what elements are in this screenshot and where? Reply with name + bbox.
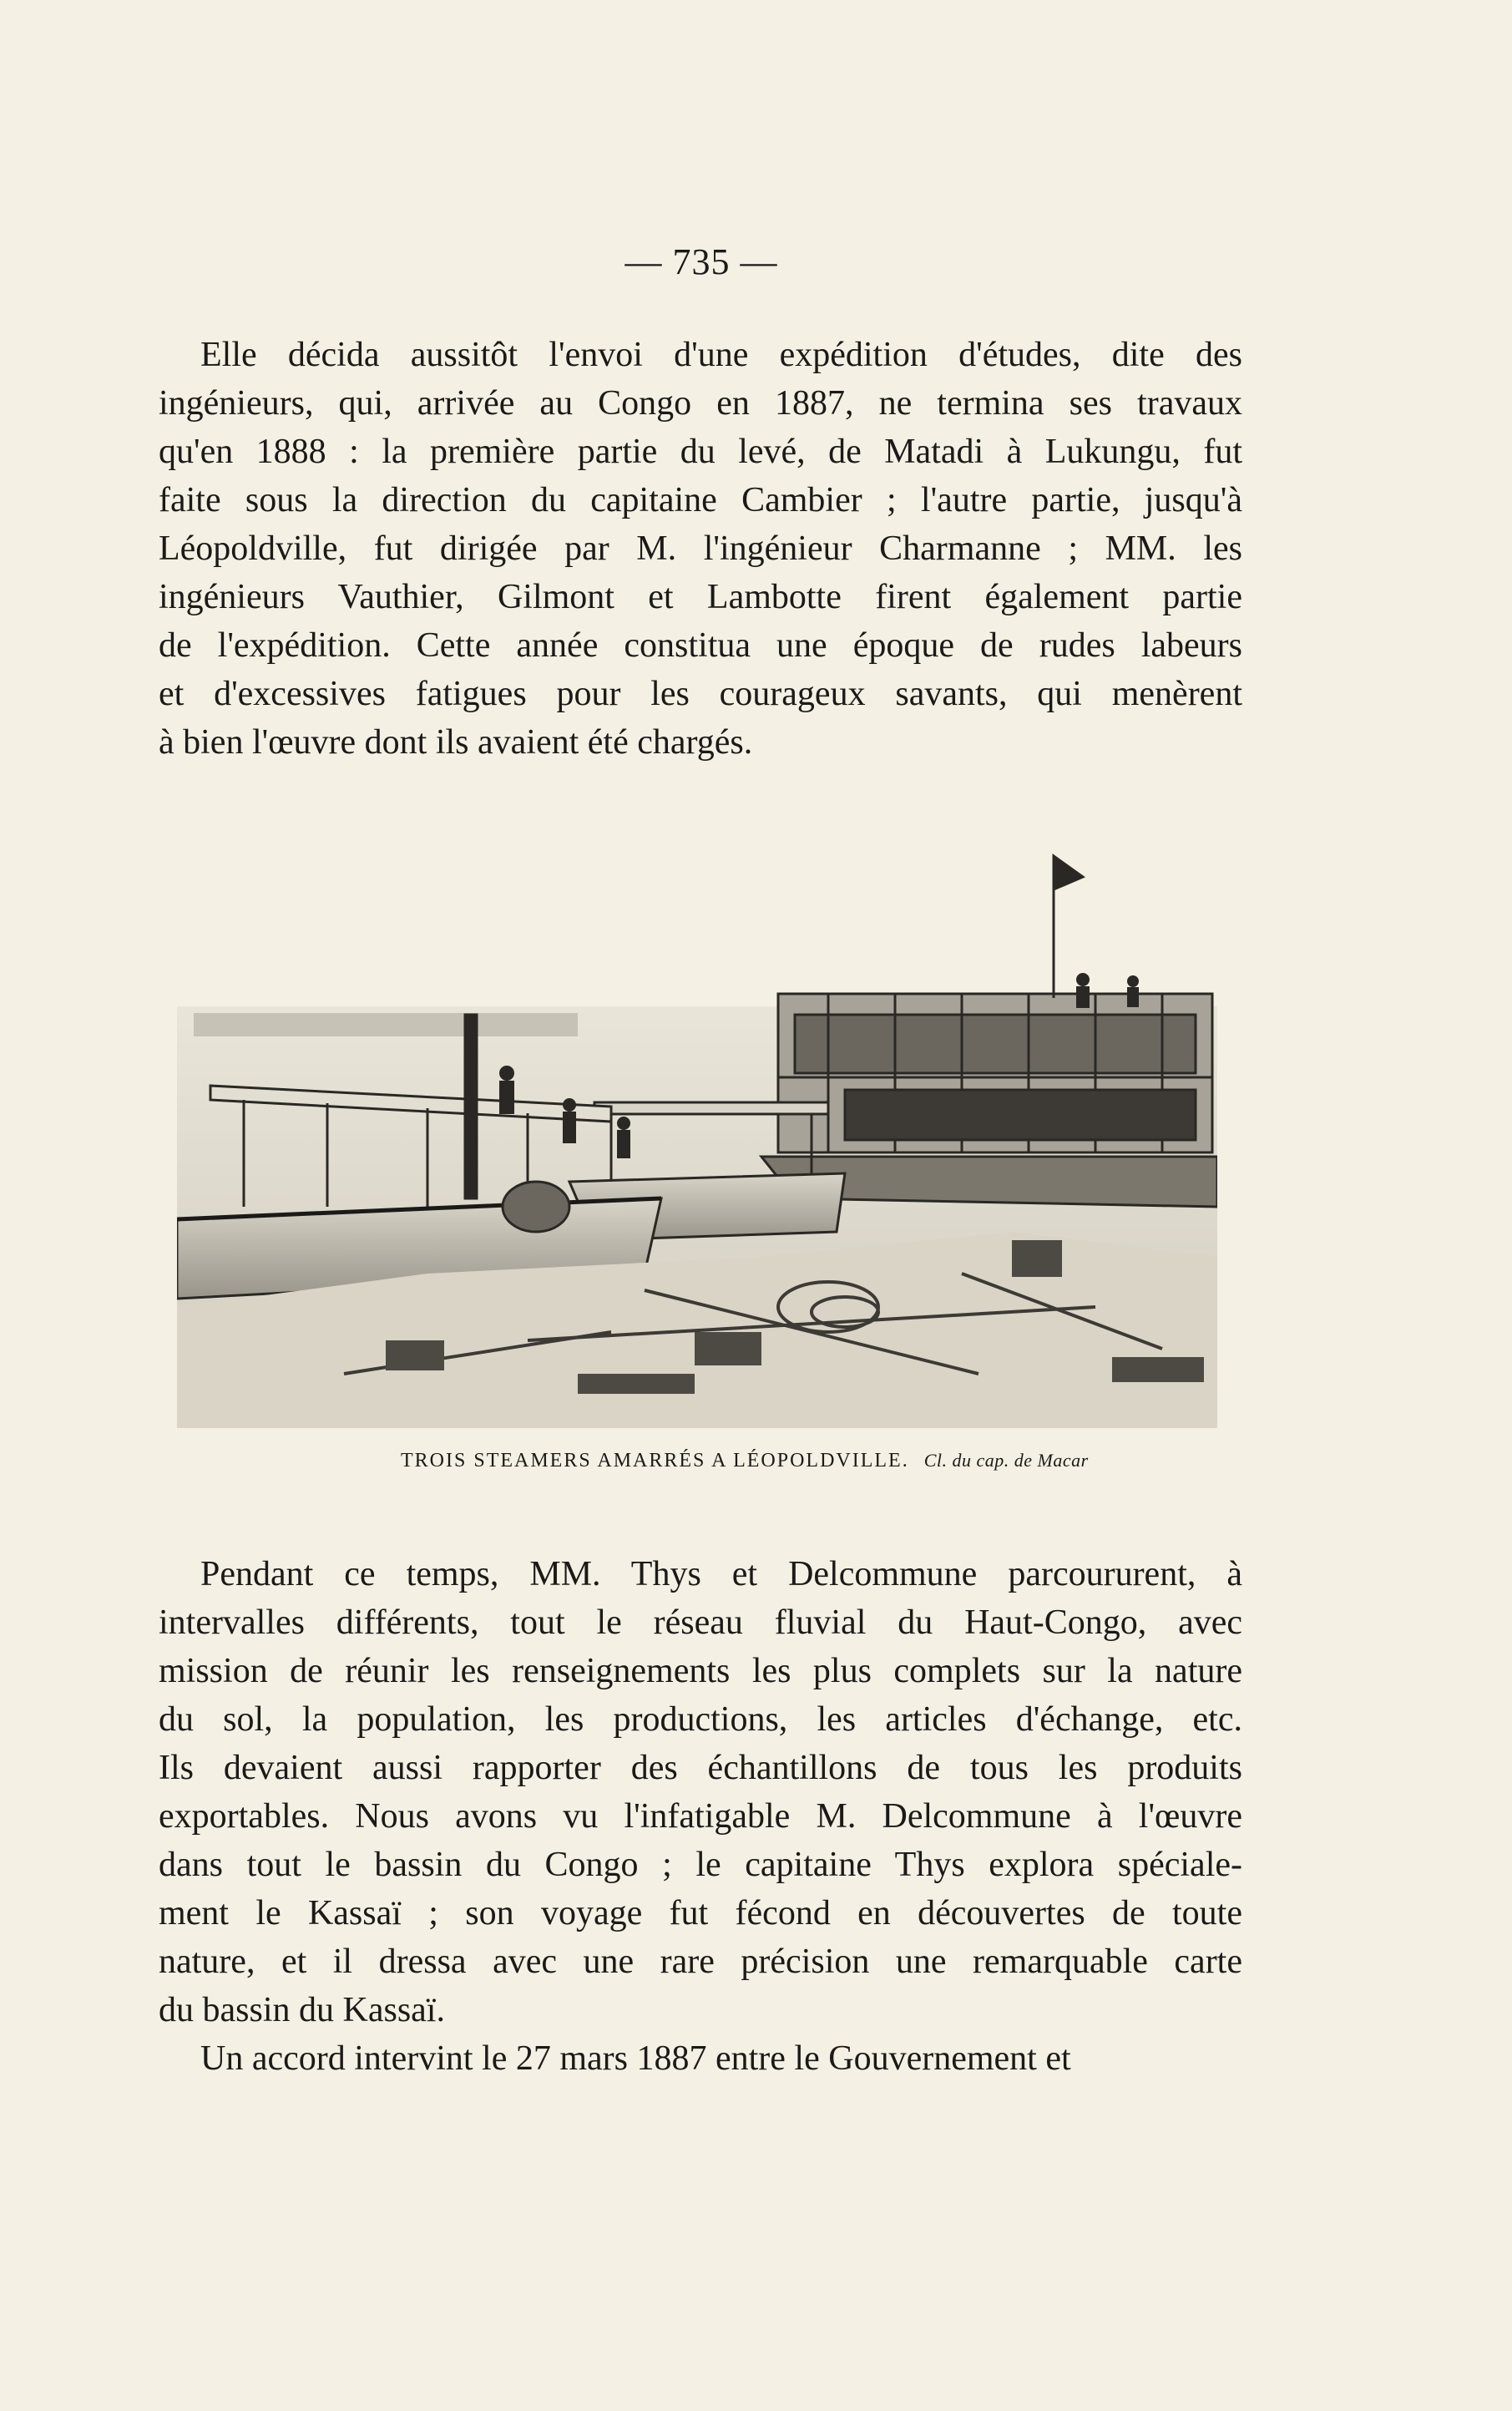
caption-title: TROIS STEAMERS AMARRÉS A LÉOPOLDVILLE. [401, 1450, 909, 1471]
text-line: mission de réunir les renseignements les plus complets sur la nature [159, 1652, 1242, 1690]
text-line: intervalles différents, tout le réseau fluvial du Haut-Congo, avec [159, 1603, 1242, 1642]
steamers-photograph [177, 839, 1217, 1428]
text-line: Elle décida aussitôt l'envoi d'une expédition d'études, dite des [200, 336, 1242, 374]
text-line: de l'expédition. Cette année constitua une époque de rudes labeurs [159, 626, 1242, 665]
text-line: dans tout le bassin du Congo ; le capitaine Thys explora spéciale- [159, 1846, 1242, 1884]
text-line: Un accord intervint le 27 mars 1887 entre le Gouvernement et [200, 2039, 1071, 2078]
figure-caption [401, 1450, 1236, 1472]
text-line: et d'excessives fatigues pour les courageux savants, qui menèrent [159, 675, 1242, 713]
text-line: Pendant ce temps, MM. Thys et Delcommune parcoururent, à [200, 1555, 1242, 1593]
text-line: Léopoldville, fut dirigée par M. l'ingénieur Charmanne ; MM. les [159, 529, 1242, 568]
page-number: — 735 — [625, 241, 778, 282]
text-line: du sol, la population, les productions, les articles d'échange, etc. [159, 1700, 1242, 1739]
text-line: ingénieurs Vauthier, Gilmont et Lambotte firent également partie [159, 578, 1242, 616]
text-line: Ils devaient aussi rapporter des échantillons de tous les produits [159, 1749, 1242, 1787]
text-line: du bassin du Kassaï. [159, 1991, 445, 2029]
text-line: faite sous la direction du capitaine Cambier ; l'autre partie, jusqu'à [159, 481, 1242, 519]
text-line: nature, et il dressa avec une rare précision une remarquable carte [159, 1942, 1242, 1981]
paragraph-2 [159, 1550, 1242, 2083]
text-line: exportables. Nous avons vu l'infatigable M. Delcommune à l'œuvre [159, 1797, 1242, 1836]
paragraph-1 [159, 331, 1242, 767]
text-line: à bien l'œuvre dont ils avaient été chargés. [159, 723, 753, 762]
text-line: ingénieurs, qui, arrivée au Congo en 1887, ne termina ses travaux [159, 384, 1242, 423]
text-line: qu'en 1888 : la première partie du levé, de Matadi à Lukungu, fut [159, 433, 1242, 471]
text-line: ment le Kassaï ; son voyage fut fécond en découvertes de toute [159, 1894, 1242, 1932]
photo-credit: Cl. du cap. de Macar [923, 1450, 1089, 1471]
